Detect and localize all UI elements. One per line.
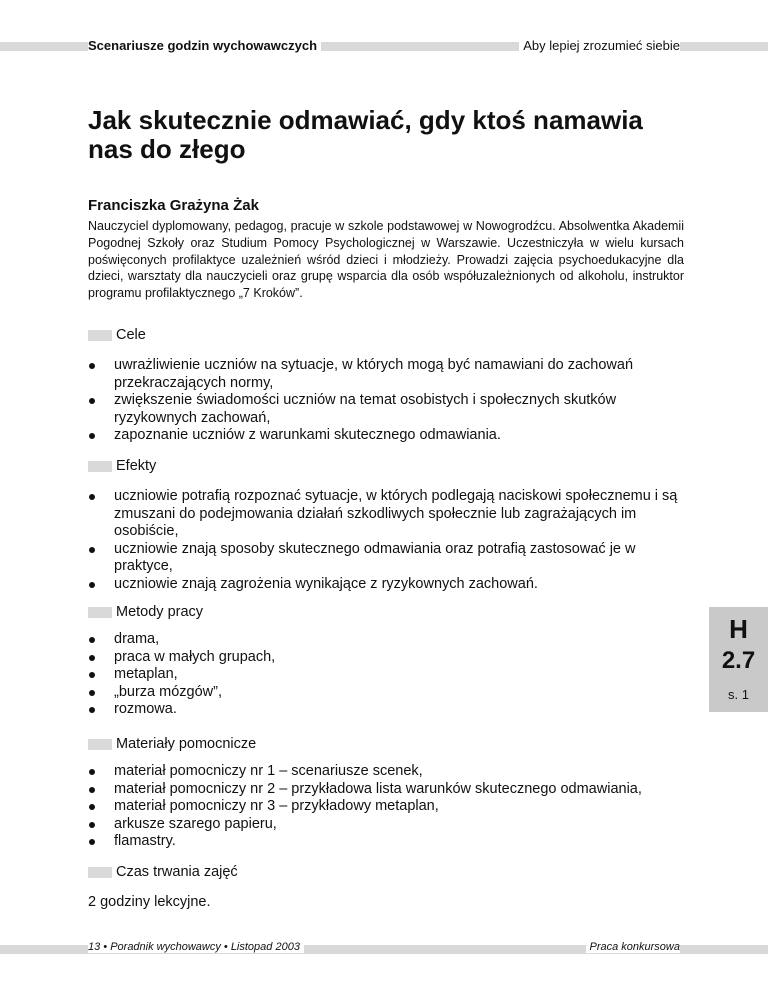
section-heading-materialy: Materiały pomocnicze — [88, 736, 256, 752]
list-efekty — [88, 488, 688, 593]
duration-text: 2 godziny lekcyjne. — [88, 894, 211, 910]
footer-right: Praca konkursowa — [586, 941, 681, 953]
tab-number: 2.7 — [721, 647, 756, 674]
list-item: flamastry. — [88, 833, 688, 851]
section-marker — [88, 330, 112, 341]
header-right-title: Aby lepiej zrozumieć siebie — [519, 38, 680, 53]
footer-left: 13 • Poradnik wychowawcy • Listopad 2003 — [88, 941, 304, 953]
page-title: Jak skutecznie odmawiać, gdy ktoś namawia nas do złego — [88, 105, 643, 164]
section-marker — [88, 461, 112, 472]
list-item: materiał pomocniczy nr 1 – scenariusze scenek, — [88, 763, 688, 781]
list-cele — [88, 357, 688, 445]
list-item: metaplan, — [88, 666, 688, 684]
section-heading-metody: Metody pracy — [88, 604, 203, 620]
author-name: Franciszka Grażyna Żak — [88, 197, 259, 214]
tab-letter: H — [729, 614, 748, 644]
section-heading-efekty: Efekty — [88, 458, 156, 474]
list-item: uczniowie znają sposoby skutecznego odmawiania oraz potrafią zastosować je w praktyce, — [88, 541, 688, 576]
section-marker — [88, 739, 112, 750]
section-heading-czas: Czas trwania zajęć — [88, 864, 238, 880]
list-item: uczniowie potrafią rozpoznać sytuacje, w których podlegają naciskowi społecznemu i są zmuszani do podejmowania działań szkodliwych społecznie lub zagrażających im osobiście, — [88, 488, 688, 541]
list-metody — [88, 631, 688, 719]
tab-page: s. 1 — [728, 687, 749, 702]
list-item: uczniowie znają zagrożenia wynikające z ryzykownych zachowań. — [88, 576, 688, 594]
section-marker — [88, 867, 112, 878]
list-item: rozmowa. — [88, 701, 688, 719]
section-tab — [709, 607, 768, 712]
section-marker — [88, 607, 112, 618]
list-item: arkusze szarego papieru, — [88, 816, 688, 834]
list-materialy — [88, 763, 688, 851]
list-item: „burza mózgów”, — [88, 684, 688, 702]
list-item: drama, — [88, 631, 688, 649]
list-item: zwiększenie świadomości uczniów na temat osobistych i społecznych skutków ryzykownych zachowań, — [88, 392, 688, 427]
header-left-title: Scenariusze godzin wychowawczych — [88, 38, 321, 53]
list-item: zapoznanie uczniów z warunkami skutecznego odmawiania. — [88, 427, 688, 445]
list-item: materiał pomocniczy nr 2 – przykładowa lista warunków skutecznego odmawiania, — [88, 781, 688, 799]
list-item: praca w małych grupach, — [88, 649, 688, 667]
list-item: materiał pomocniczy nr 3 – przykładowy metaplan, — [88, 798, 688, 816]
section-heading-cele: Cele — [88, 327, 146, 343]
author-bio: Nauczyciel dyplomowany, pedagog, pracuje w szkole podstawowej w Nowogrodźcu. Absolwentka Akademii Pogodnej Szkoły oraz Studium Pomocy Psychologicznej w Warszawie. Uczestniczyła w wielu kursach poświęconych profilaktyce uzależnień wśród dzieci i młodzieży. Prowadzi zajęcia psychoedukacyjne dla dzieci, warsztaty dla nauczycieli oraz grupę wsparcia dla osób współuzależnionych od alkoholu, instruktor programu profilaktycznego „7 Kroków”. — [88, 219, 684, 301]
list-item: uwrażliwienie uczniów na sytuacje, w których mogą być namawiani do zachowań przekraczających normy, — [88, 357, 688, 392]
